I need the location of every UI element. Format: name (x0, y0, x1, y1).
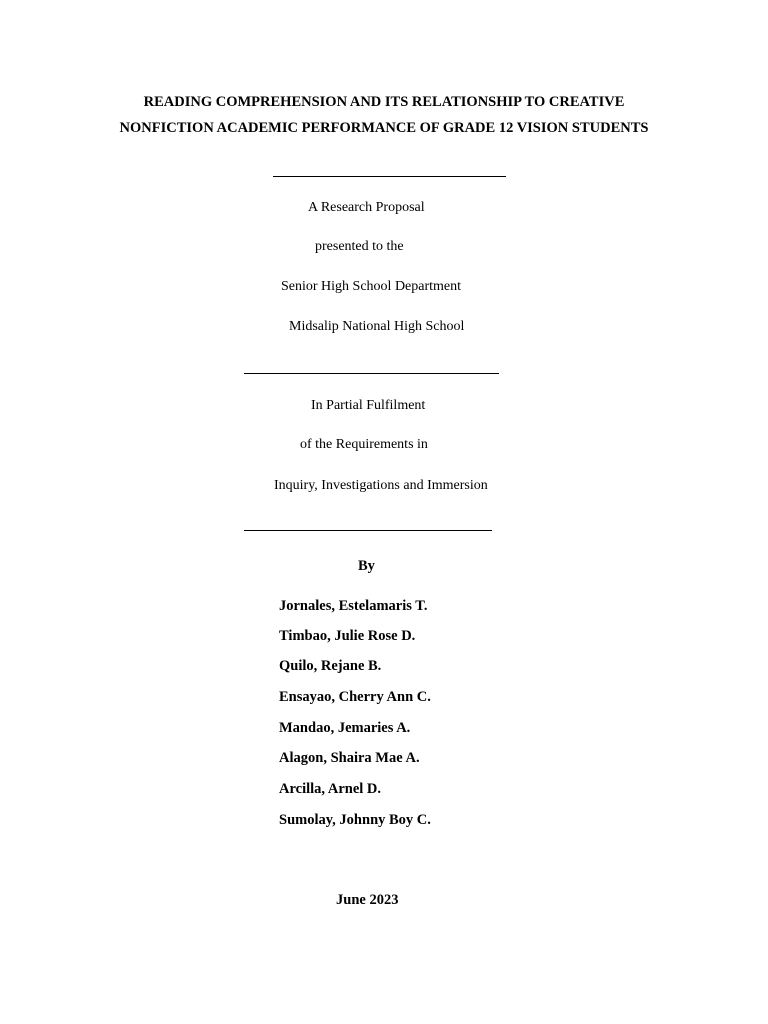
author-name: Sumolay, Johnny Boy C. (279, 812, 431, 828)
divider-1 (273, 176, 506, 177)
fulfilment-line-2: of the Requirements in (300, 437, 428, 452)
divider-3 (244, 530, 492, 531)
author-name: Quilo, Rejane B. (279, 658, 382, 674)
fulfilment-line-3: Inquiry, Investigations and Immersion (274, 478, 488, 493)
author-name: Jornales, Estelamaris T. (279, 598, 428, 614)
title-line-1: READING COMPREHENSION AND ITS RELATIONSHIP TO CREATIVE (143, 94, 625, 110)
author-name: Ensayao, Cherry Ann C. (279, 689, 431, 705)
author-name: Arcilla, Arnel D. (279, 781, 382, 797)
proposal-line-3: Senior High School Department (281, 279, 462, 294)
title-line-2: NONFICTION ACADEMIC PERFORMANCE OF GRADE 12 VISION STUDENTS (119, 120, 649, 136)
author-name: Timbao, Julie Rose D. (279, 628, 416, 644)
proposal-line-1: A Research Proposal (308, 200, 425, 215)
proposal-line-2: presented to the (315, 239, 404, 254)
proposal-line-4: Midsalip National High School (289, 319, 465, 334)
author-name: Alagon, Shaira Mae A. (279, 750, 420, 766)
submission-date: June 2023 (336, 892, 399, 908)
fulfilment-line-1: In Partial Fulfilment (311, 398, 426, 413)
divider-2 (244, 373, 499, 374)
by-label: By (358, 558, 375, 574)
author-name: Mandao, Jemaries A. (279, 720, 411, 736)
